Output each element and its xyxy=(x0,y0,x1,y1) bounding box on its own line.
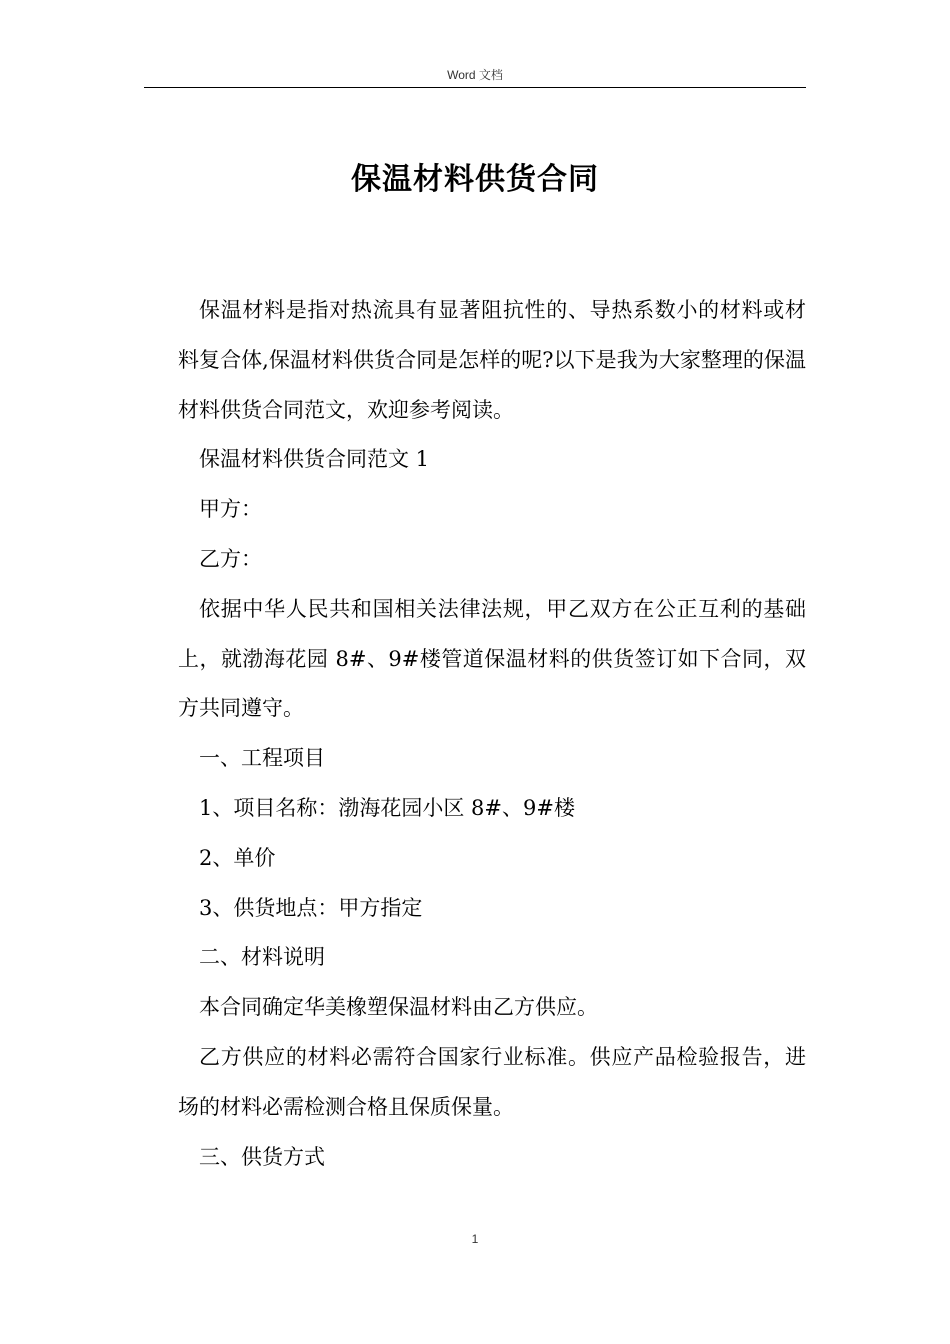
document-title: 保温材料供货合同 xyxy=(351,162,599,197)
paragraph-unit-price: 2、单价 xyxy=(199,845,276,870)
paragraph-delivery-location: 3、供货地点：甲方指定 xyxy=(199,895,423,920)
paragraph-material-standard: 乙方供应的材料必需符合国家行业标准。供应产品检验报告，进场的材料必需检测合格且保质保量。 xyxy=(178,1044,806,1119)
document-body xyxy=(178,286,806,1182)
paragraph-party-a: 甲方： xyxy=(199,497,262,522)
paragraph-project-name: 1、项目名称：渤海花园小区 8#、9#楼 xyxy=(199,795,575,820)
paragraph-party-b: 乙方： xyxy=(199,546,262,571)
paragraph-intro: 保温材料是指对热流具有显著阻抗性的、导热系数小的材料或材料复合体,保温材料供货合同是怎样的呢?以下是我为大家整理的保温材料供货合同范文，欢迎参考阅读。 xyxy=(178,298,806,422)
header-divider xyxy=(144,87,806,88)
section-heading-materials: 二、材料说明 xyxy=(199,945,325,970)
section-heading-supply-method: 三、供货方式 xyxy=(199,1144,325,1169)
page-number: 1 xyxy=(471,1232,479,1246)
paragraph-preamble: 依据中华人民共和国相关法律法规，甲乙双方在公正互利的基础上，就渤海花园 8#、9#楼管道保温材料的供货签订如下合同，双方共同遵守。 xyxy=(178,596,806,721)
paragraph-sample-heading: 保温材料供货合同范文 1 xyxy=(199,447,430,472)
section-heading-project: 一、工程项目 xyxy=(199,746,325,771)
paragraph-material-supplier: 本合同确定华美橡塑保温材料由乙方供应。 xyxy=(199,995,598,1020)
page-header: Word 文档 xyxy=(447,68,503,82)
